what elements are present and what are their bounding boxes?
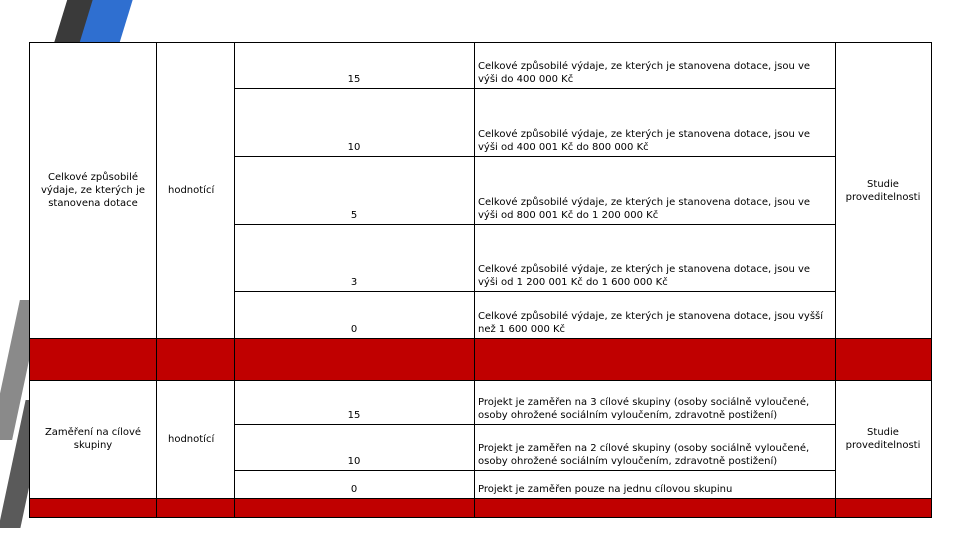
points-cell <box>234 43 474 88</box>
criterion-label: Zaměření na cílové skupiny <box>44 427 142 451</box>
type-cell <box>156 380 234 498</box>
section-separator <box>30 338 931 380</box>
points-cell <box>234 224 474 291</box>
description-text: Celkové způsobilé výdaje, ze kterých je stanovena dotace, jsou ve výši od 800 001 Kč do 1 200 000 Kč <box>478 197 811 221</box>
description-cell <box>474 224 835 291</box>
type-cell <box>156 43 234 338</box>
source-cell <box>835 43 931 338</box>
points-cell <box>234 291 474 338</box>
points-value: 10 <box>347 456 361 467</box>
points-value: 0 <box>350 484 358 495</box>
points-cell <box>234 424 474 470</box>
description-text: Celkové způsobilé výdaje, ze kterých je stanovena dotace, jsou ve výši do 400 000 Kč <box>478 61 811 85</box>
criterion-cell <box>30 43 156 338</box>
description-text: Celkové způsobilé výdaje, ze kterých je stanovena dotace, jsou ve výši od 1 200 001 Kč do 1 600 000 Kč <box>478 264 811 288</box>
description-text: Projekt je zaměřen pouze na jednu cílovou skupinu <box>478 484 733 495</box>
section-separator <box>30 498 931 517</box>
points-cell <box>234 156 474 224</box>
description-cell <box>474 43 835 88</box>
points-value: 3 <box>350 277 358 288</box>
type-label: hodnotící <box>168 185 215 196</box>
points-cell <box>234 88 474 156</box>
description-cell <box>474 380 835 424</box>
description-cell <box>474 88 835 156</box>
criterion-cell <box>30 380 156 498</box>
points-cell <box>234 380 474 424</box>
points-value: 10 <box>347 142 361 153</box>
description-cell <box>474 156 835 224</box>
points-value: 0 <box>350 324 358 335</box>
type-label: hodnotící <box>168 433 215 445</box>
points-value: 15 <box>347 74 361 85</box>
scoring-table <box>29 42 932 518</box>
description-cell <box>474 424 835 470</box>
criterion-label: Celkové způsobilé výdaje, ze kterých je stanovena dotace <box>40 172 146 209</box>
description-text: Celkové způsobilé výdaje, ze kterých je stanovena dotace, jsou vyšší než 1 600 000 Kč <box>478 311 824 335</box>
description-text: Celkové způsobilé výdaje, ze kterých je stanovena dotace, jsou ve výši od 400 001 Kč do 800 000 Kč <box>478 129 811 153</box>
description-text: Projekt je zaměřen na 2 cílové skupiny (osoby sociálně vyloučené, osoby ohrožené sociálním vyloučením, zdravotně postižení) <box>478 443 810 467</box>
source-label: Studie proveditelnosti <box>845 178 921 203</box>
source-label: Studie proveditelnosti <box>845 427 921 451</box>
description-cell <box>474 470 835 498</box>
description-text: Projekt je zaměřen na 3 cílové skupiny (osoby sociálně vyloučené, osoby ohrožené sociálním vyloučením, zdravotně postižení) <box>478 397 810 421</box>
points-value: 5 <box>350 210 358 221</box>
source-cell <box>835 380 931 498</box>
points-value: 15 <box>347 410 361 421</box>
points-cell <box>234 470 474 498</box>
description-cell <box>474 291 835 338</box>
